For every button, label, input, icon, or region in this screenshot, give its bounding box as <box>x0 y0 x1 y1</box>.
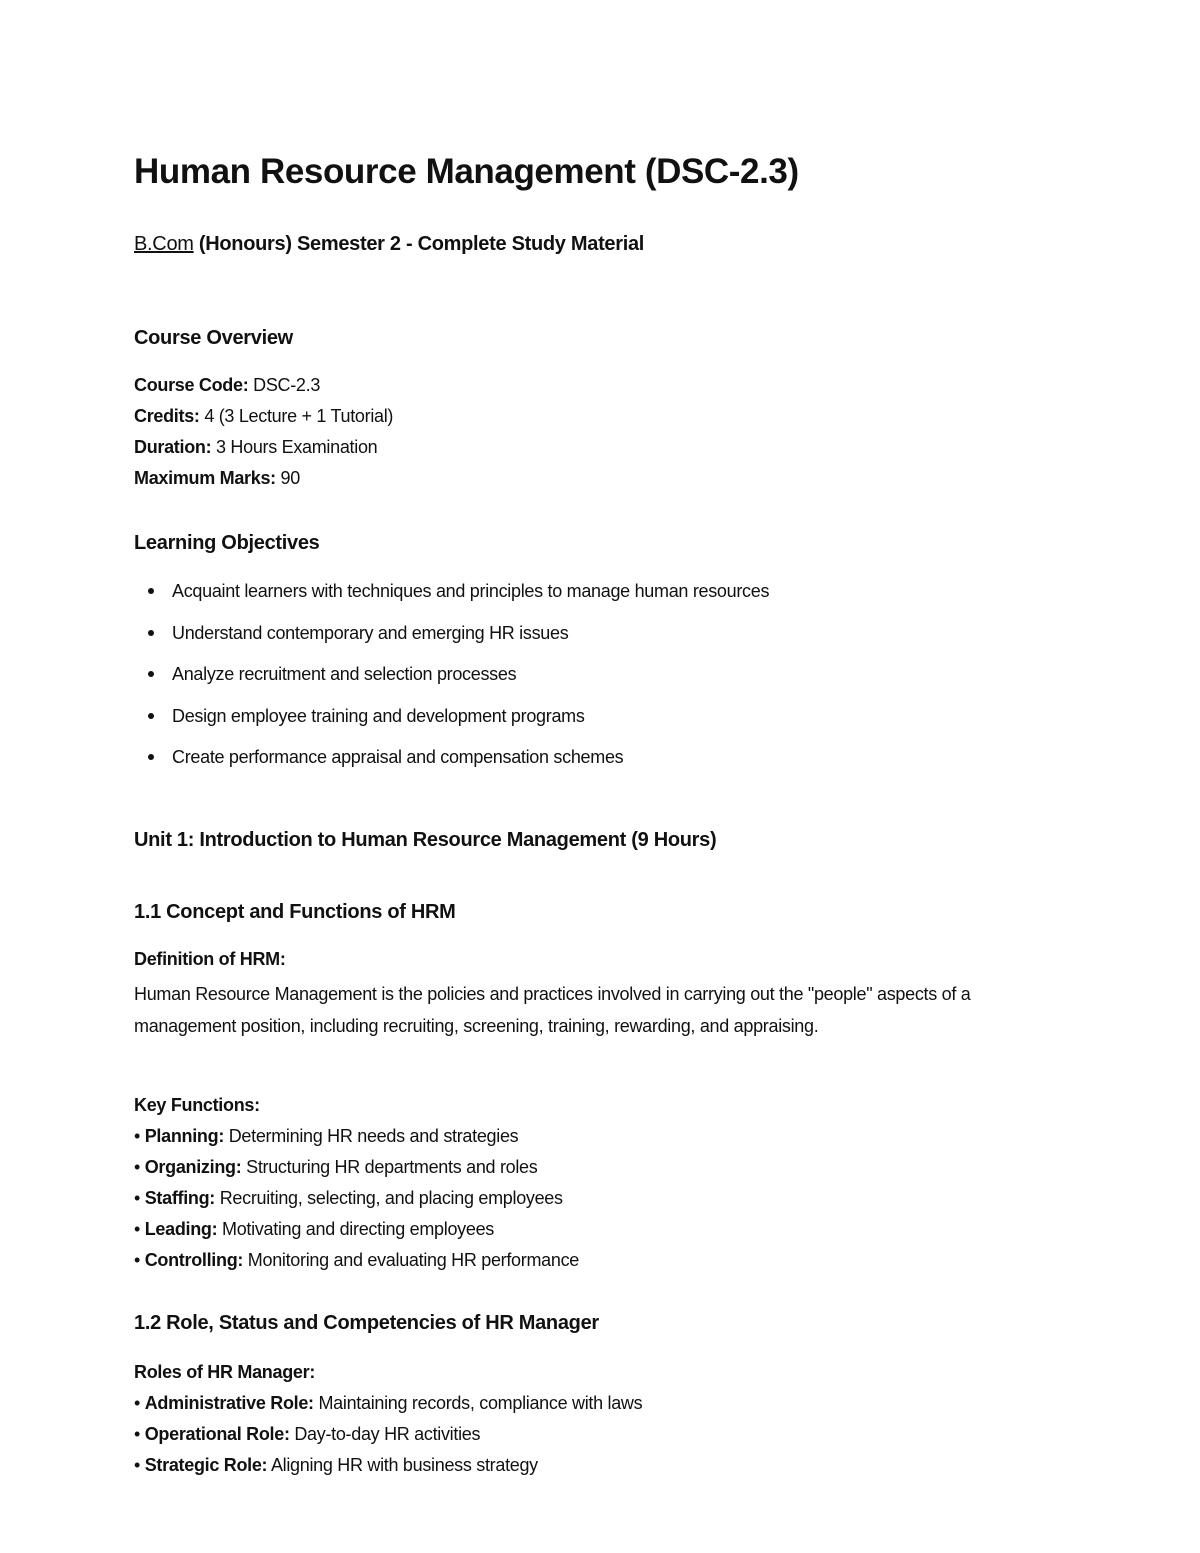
roles-label <box>134 1361 315 1383</box>
function-value: Monitoring and evaluating HR performance <box>243 1250 579 1270</box>
roles-label-text: Roles of HR Manager: <box>134 1362 316 1382</box>
list-item <box>134 705 769 747</box>
section-1-2-heading: 1.2 Role, Status and Competencies of HR Manager <box>134 1312 599 1334</box>
role-label: Administrative Role: <box>144 1393 314 1413</box>
unit1-heading: Unit 1: Introduction to Human Resource Management (9 Hours) <box>134 829 717 851</box>
function-value: Structuring HR departments and roles <box>241 1157 538 1177</box>
overview-duration <box>134 436 377 458</box>
subtitle-text: (Honours) Semester 2 - Complete Study Material <box>193 233 645 255</box>
function-value: Recruiting, selecting, and placing employees <box>215 1188 563 1208</box>
definition-label <box>134 948 286 970</box>
objective-text: Create performance appraisal and compensation schemes <box>172 747 624 767</box>
bullet-icon <box>148 671 154 677</box>
course-code-label: Course Code: <box>134 375 249 395</box>
credits-value: 4 (3 Lecture + 1 Tutorial) <box>199 406 394 426</box>
function-item <box>134 1218 494 1240</box>
course-overview-heading: Course Overview <box>134 327 293 349</box>
list-item <box>134 580 769 622</box>
key-functions-label <box>134 1094 260 1116</box>
function-item <box>134 1156 537 1178</box>
overview-max-marks <box>134 467 300 489</box>
role-item <box>134 1454 538 1476</box>
credits-label: Credits: <box>134 406 200 426</box>
function-label: Leading: <box>144 1219 218 1239</box>
bullet-icon <box>148 713 154 719</box>
role-value: Aligning HR with business strategy <box>267 1455 538 1475</box>
function-label: Controlling: <box>144 1250 244 1270</box>
bullet-icon: • <box>134 1188 141 1208</box>
duration-label: Duration: <box>134 437 212 457</box>
bullet-icon <box>148 754 154 760</box>
function-item <box>134 1187 563 1209</box>
role-value: Day-to-day HR activities <box>289 1424 481 1444</box>
bullet-icon: • <box>134 1250 141 1270</box>
function-label: Organizing: <box>144 1157 242 1177</box>
bullet-icon: • <box>134 1126 141 1146</box>
objective-text: Design employee training and development programs <box>172 705 585 726</box>
overview-credits <box>134 405 393 427</box>
role-value: Maintaining records, compliance with laws <box>313 1393 643 1413</box>
bcom-link[interactable]: B.Com <box>134 233 194 255</box>
function-label: Staffing: <box>144 1188 216 1208</box>
bullet-icon: • <box>134 1219 141 1239</box>
max-marks-value: 90 <box>275 468 300 488</box>
bullet-icon: • <box>134 1157 141 1177</box>
list-item <box>134 622 769 664</box>
function-item <box>134 1125 518 1147</box>
objective-text: Acquaint learners with techniques and principles to manage human resources <box>172 581 770 601</box>
list-item <box>134 663 769 705</box>
function-value: Motivating and directing employees <box>217 1219 494 1239</box>
function-item <box>134 1249 579 1271</box>
learning-objectives-heading: Learning Objectives <box>134 532 320 554</box>
definition-label-text: Definition of HRM: <box>134 949 286 969</box>
duration-value: 3 Hours Examination <box>211 437 378 457</box>
role-label: Operational Role: <box>144 1424 290 1444</box>
list-item <box>134 746 769 788</box>
objective-text: Analyze recruitment and selection processes <box>172 664 517 684</box>
function-label: Planning: <box>144 1126 225 1146</box>
role-label: Strategic Role: <box>144 1455 268 1475</box>
definition-paragraph: Human Resource Management is the policies and practices involved in carrying out the "people" aspects of a management position, including recruiting, screening, training, rewarding, and appraising. <box>134 984 971 1036</box>
role-item <box>134 1392 642 1414</box>
bullet-icon: • <box>134 1424 141 1444</box>
max-marks-label: Maximum Marks: <box>134 468 276 488</box>
bullet-icon: • <box>134 1393 141 1413</box>
role-item <box>134 1423 480 1445</box>
bullet-icon <box>148 630 154 636</box>
bullet-icon: • <box>134 1455 141 1475</box>
bullet-icon <box>148 588 154 594</box>
page-subtitle <box>134 233 644 256</box>
objectives-list <box>134 580 769 788</box>
overview-course-code <box>134 374 320 396</box>
section-1-1-heading: 1.1 Concept and Functions of HRM <box>134 901 456 923</box>
objective-text: Understand contemporary and emerging HR issues <box>172 622 569 643</box>
function-value: Determining HR needs and strategies <box>224 1126 519 1146</box>
page-title: Human Resource Management (DSC-2.3) <box>134 152 799 191</box>
key-functions-label-text: Key Functions: <box>134 1095 260 1115</box>
course-code-value: DSC-2.3 <box>248 375 321 395</box>
